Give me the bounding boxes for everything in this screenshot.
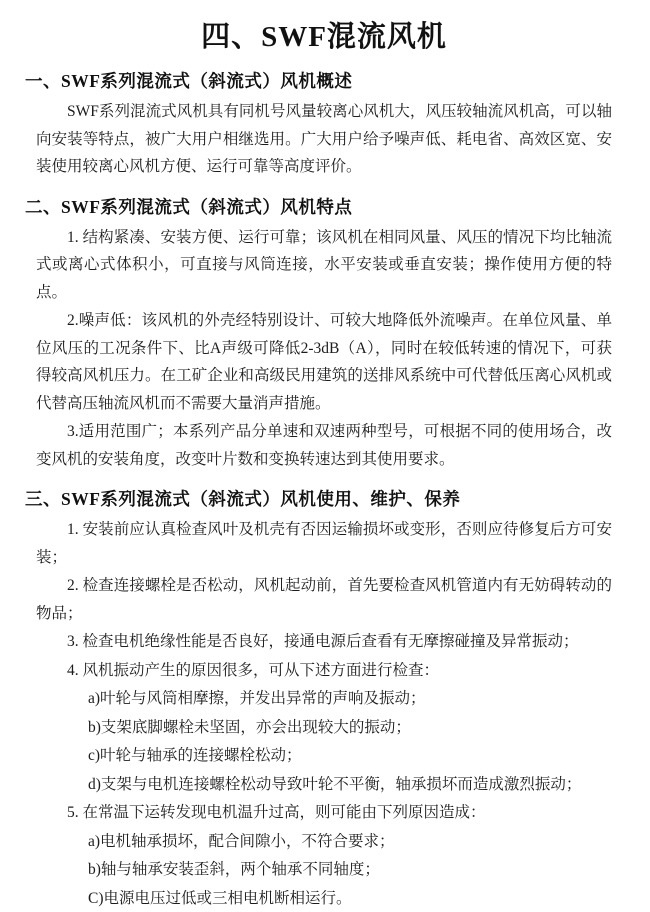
- section-heading-features: 二、SWF系列混流式（斜流式）风机特点: [25, 194, 612, 219]
- list-item-maintenance-1: 1. 安装前应认真检查风叶及机壳有否因运输损坏或变形，否则应待修复后方可安装；: [36, 516, 612, 571]
- sub-list-item-4d: d)支架与电机连接螺栓松动导致叶轮不平衡，轴承损坏而造成激烈振动；: [88, 771, 612, 799]
- sub-list-item-5a: a)电机轴承损坏，配合间隙小，不符合要求；: [88, 828, 612, 856]
- list-item-feature-2: 2.噪声低：该风机的外壳经特别设计、可较大地降低外流噪声。在单位风量、单位风压的工况条件下、比A声级可降低2-3dB（A），同时在较低转速的情况下，可获得较高风机压力。在工矿企业和高级民用建筑的送排风系统中可代替低压离心风机或代替高压轴流风机而不需要大量消声措施。: [36, 307, 612, 417]
- list-item-feature-3: 3.适用范围广；本系列产品分单速和双速两种型号，可根据不同的使用场合，改变风机的安装角度，改变叶片数和变换转速达到其使用要求。: [36, 418, 612, 473]
- list-item-maintenance-4: 4. 风机振动产生的原因很多，可从下述方面进行检查：: [36, 657, 612, 685]
- sub-list-item-4c: c)叶轮与轴承的连接螺栓松动；: [88, 742, 612, 770]
- sub-list-item-5c: C)电源电压过低或三相电机断相运行。: [88, 885, 612, 912]
- section-heading-maintenance: 三、SWF系列混流式（斜流式）风机使用、维护、保养: [25, 486, 612, 511]
- list-item-maintenance-3: 3. 检查电机绝缘性能是否良好，接通电源后查看有无摩擦碰撞及异常振动；: [36, 628, 612, 656]
- overview-paragraph: SWF系列混流式风机具有同机号风量较离心风机大，风压较轴流风机高，可以轴向安装等特点，被广大用户相继选用。广大用户给予噪声低、耗电省、高效区宽、安装使用较离心风机方便、运行可靠等高度评价。: [36, 98, 612, 181]
- list-item-feature-1: 1. 结构紧凑、安装方便、运行可靠；该风机在相同风量、风压的情况下均比轴流式或离心式体积小，可直接与风筒连接，水平安装或垂直安装；操作使用方便的特点。: [36, 224, 612, 307]
- section-overview: [36, 68, 612, 181]
- section-maintenance: [36, 486, 612, 912]
- document-title: 四、SWF混流风机: [36, 14, 612, 55]
- list-item-maintenance-2: 2. 检查连接螺栓是否松动，风机起动前，首先要检查风机管道内有无妨碍转动的物品；: [36, 572, 612, 627]
- sub-list-item-4a: a)叶轮与风筒相摩擦，并发出异常的声响及振动；: [88, 685, 612, 713]
- sub-list-item-5b: b)轴与轴承安装歪斜，两个轴承不同轴度；: [88, 856, 612, 884]
- sub-list-item-4b: b)支架底脚螺栓未坚固，亦会出现较大的振动；: [88, 714, 612, 742]
- section-features: [36, 194, 612, 474]
- section-heading-overview: 一、SWF系列混流式（斜流式）风机概述: [25, 68, 612, 93]
- list-item-maintenance-5: 5. 在常温下运转发现电机温升过高，则可能由下列原因造成：: [36, 799, 612, 827]
